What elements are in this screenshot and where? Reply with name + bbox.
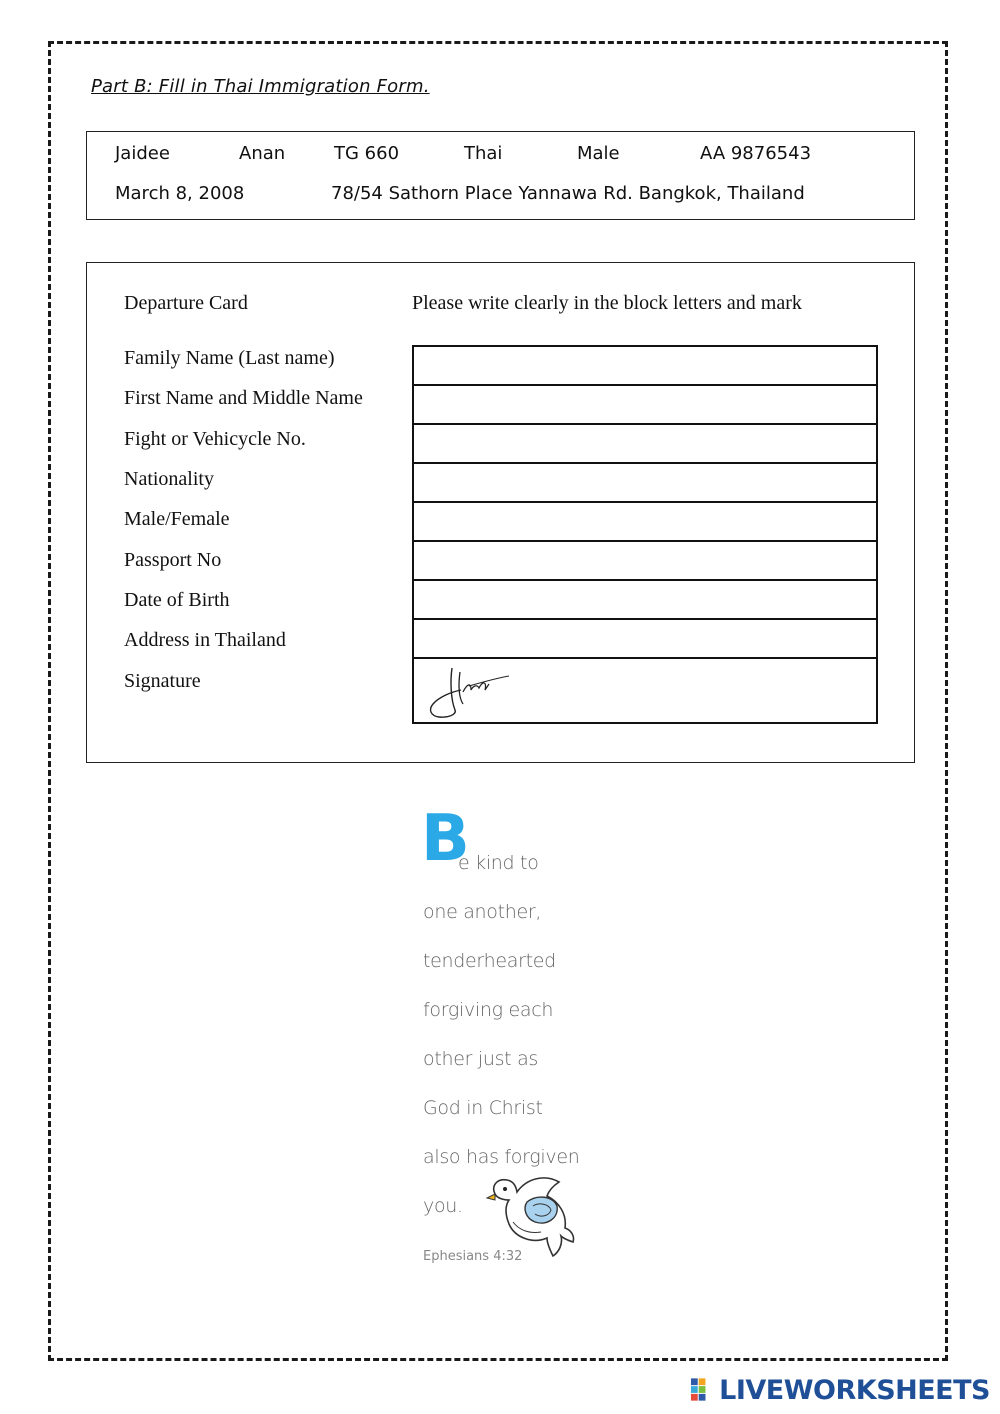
info-first-name: Anan [239, 143, 286, 164]
info-passport: AA 9876543 [700, 143, 812, 164]
info-nationality: Thai [464, 143, 503, 164]
sex-input[interactable] [414, 503, 876, 540]
verse-line: forgiving each [423, 999, 554, 1021]
grid-divider [414, 657, 876, 659]
bible-verse [420, 802, 620, 1275]
passport-input[interactable] [414, 542, 876, 579]
info-address: 78/54 Sathorn Place Yannawa Rd. Bangkok, Thailand [331, 183, 805, 204]
signature-image [425, 662, 515, 722]
first-name-input[interactable] [414, 386, 876, 423]
card-title: Departure Card [124, 292, 248, 314]
info-dob: March 8, 2008 [115, 183, 245, 204]
liveworksheets-logo [690, 1373, 990, 1407]
verse-line: e kind to [458, 852, 539, 874]
dob-input[interactable] [414, 581, 876, 618]
verse-initial: B [421, 802, 470, 876]
logo-mark-icon [690, 1376, 715, 1404]
label-signature: Signature [124, 670, 201, 692]
label-flight-no: Fight or Vehicycle No. [124, 428, 306, 450]
verse-line: other just as [423, 1048, 539, 1070]
flight-no-input[interactable] [414, 425, 876, 462]
bird-icon [483, 1172, 579, 1258]
label-dob: Date of Birth [124, 589, 230, 611]
logo-text: LIVEWORKSHEETS [719, 1374, 990, 1406]
verse-line: one another, [423, 901, 542, 923]
card-instruction: Please write clearly in the block letters and mark [412, 292, 802, 314]
label-passport: Passport No [124, 549, 222, 571]
label-sex: Male/Female [124, 508, 230, 530]
address-input[interactable] [414, 620, 876, 657]
info-sex: Male [577, 143, 620, 164]
verse-line: tenderhearted [423, 950, 556, 972]
verse-line: God in Christ [423, 1097, 543, 1119]
verse-reference: Ephesians 4:32 [423, 1249, 523, 1264]
nationality-input[interactable] [414, 464, 876, 501]
label-first-name: First Name and Middle Name [124, 387, 363, 409]
label-address: Address in Thailand [124, 629, 286, 651]
part-title: Part B: Fill in Thai Immigration Form. [91, 76, 430, 97]
info-flight: TG 660 [334, 143, 400, 164]
label-family-name: Family Name (Last name) [124, 347, 335, 369]
label-nationality: Nationality [124, 468, 214, 490]
info-family-name: Jaidee [115, 143, 170, 164]
family-name-input[interactable] [414, 347, 876, 384]
verse-line: you. [423, 1195, 463, 1217]
verse-line: also has forgiven [423, 1146, 580, 1168]
